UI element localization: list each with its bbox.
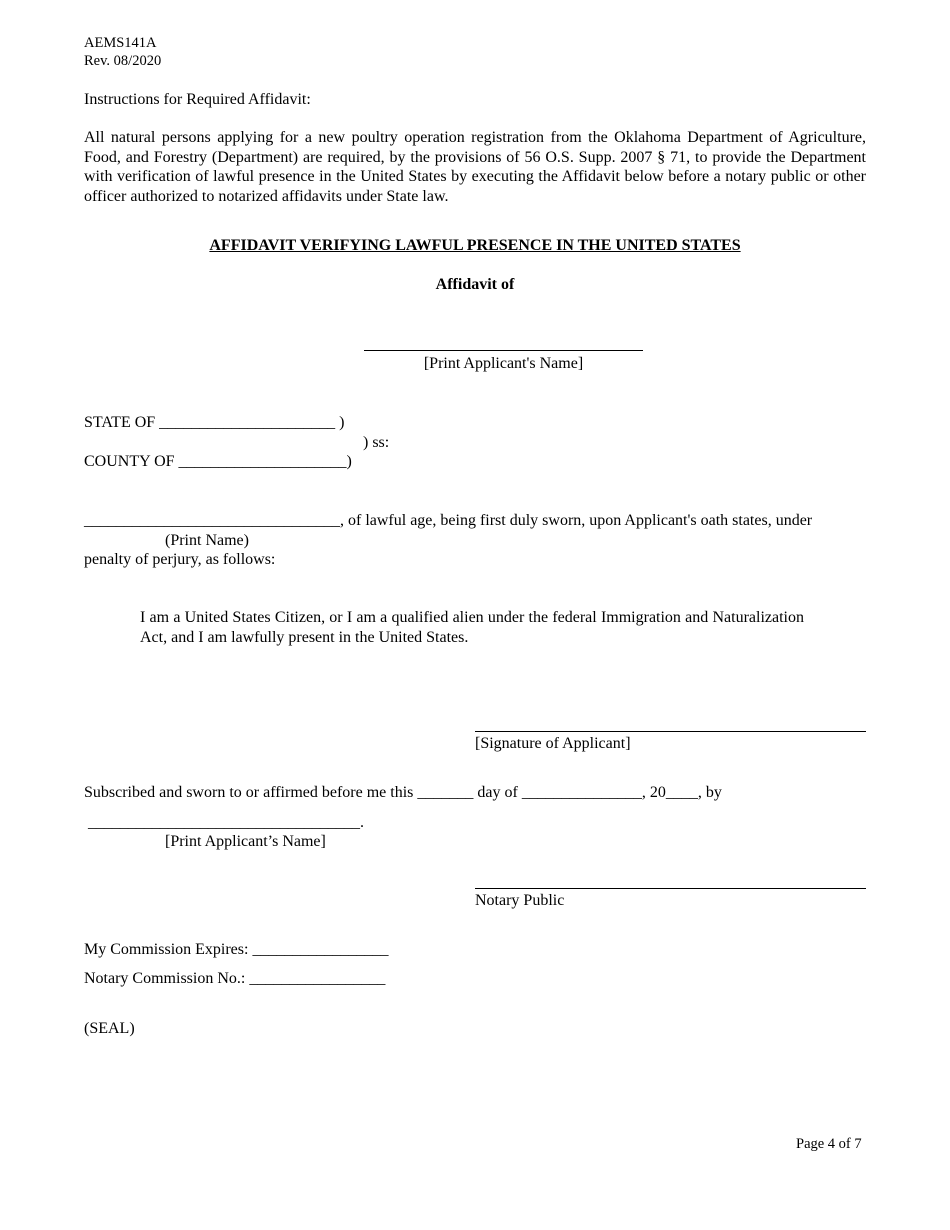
print-name-oath-line[interactable]: ________________________________, of lawful age, being first duly sworn, upon Applicant's oath states, under <box>84 512 813 529</box>
print-name-label: (Print Name) <box>165 532 249 549</box>
page-number: Page 4 of 7 <box>796 1136 862 1152</box>
notary-signature-line[interactable] <box>475 888 866 889</box>
applicant-signature-label: [Signature of Applicant] <box>475 735 631 752</box>
commission-expires-line[interactable]: My Commission Expires: _________________ <box>84 941 389 958</box>
form-revision: Rev. 08/2020 <box>84 53 162 69</box>
lawful-presence-statement: I am a United States Citizen, or I am a qualified alien under the federal Immigration and Naturalization Act, and I am lawfully present in the United States. <box>140 609 804 646</box>
applicant-signature-line[interactable] <box>475 731 866 732</box>
affidavit-title: AFFIDAVIT VERIFYING LAWFUL PRESENCE IN THE UNITED STATES <box>209 237 741 254</box>
notary-applicant-name-line[interactable]: __________________________________. <box>88 814 364 831</box>
county-of-line[interactable]: COUNTY OF _____________________) <box>84 453 352 470</box>
ss-mark: ) ss: <box>363 434 390 451</box>
state-of-line[interactable]: STATE OF ______________________ ) <box>84 414 345 431</box>
applicant-name-line[interactable] <box>364 350 643 351</box>
seal-label: (SEAL) <box>84 1020 135 1037</box>
notary-applicant-name-label: [Print Applicant’s Name] <box>165 833 326 850</box>
instructions-heading: Instructions for Required Affidavit: <box>84 91 311 108</box>
commission-number-line[interactable]: Notary Commission No.: _________________ <box>84 970 386 987</box>
affidavit-subtitle: Affidavit of <box>435 276 515 293</box>
applicant-name-label: [Print Applicant's Name] <box>423 355 584 372</box>
subscribed-sworn-line[interactable]: Subscribed and sworn to or affirmed before me this _______ day of _______________, 20____, by <box>84 784 722 801</box>
notary-public-label: Notary Public <box>475 892 565 909</box>
form-id: AEMS141A <box>84 35 157 51</box>
instructions-body: All natural persons applying for a new poultry operation registration from the Oklahoma Department of Agriculture, Food, and Forestry (Department) are required, by the provisions of 56 O.S. Supp. 2007 § 71, to provide the Department with verification of lawful presence in the United States by executing the Affidavit below before a notary public or other officer authorized to notarized affidavits under State law. <box>84 129 866 205</box>
oath-continuation: penalty of perjury, as follows: <box>84 551 276 568</box>
